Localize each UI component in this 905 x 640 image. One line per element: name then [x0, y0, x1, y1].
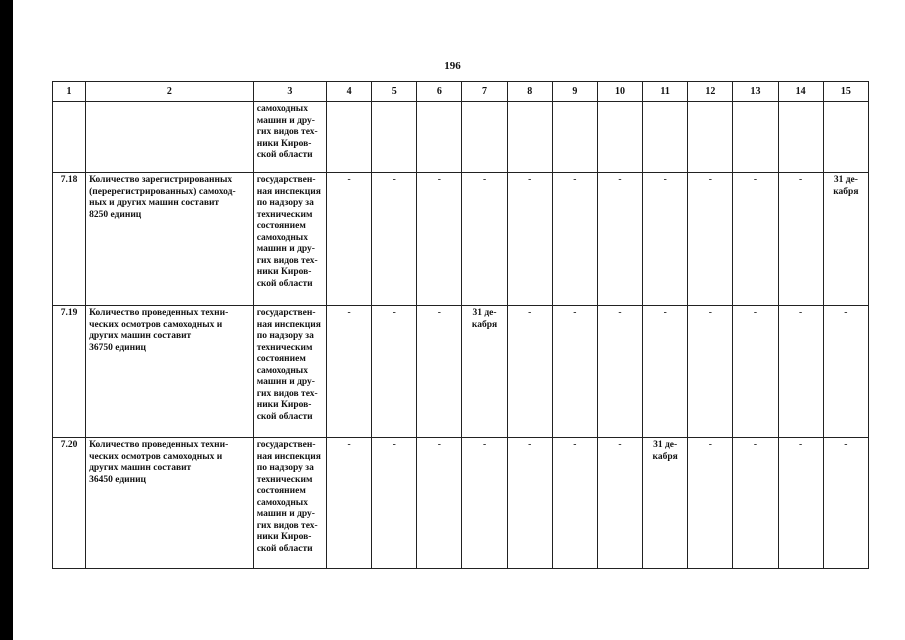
dash-mark: -	[618, 308, 622, 318]
month-cell	[462, 438, 507, 569]
description-cell	[86, 173, 254, 306]
dash-mark: -	[347, 308, 351, 318]
month-cell	[507, 173, 552, 306]
executor-line: машин и дру-	[256, 377, 315, 387]
dash-mark: -	[573, 175, 577, 185]
month-cell	[462, 173, 507, 306]
executor-line: техническим	[256, 209, 313, 220]
dash-mark: -	[844, 308, 848, 318]
executor-line: государствен-	[256, 308, 316, 318]
schedule-table	[52, 81, 869, 569]
month-cell	[462, 102, 507, 173]
month-cell	[733, 102, 778, 173]
deadline-text: 31 де-	[833, 175, 858, 185]
description-cell	[86, 102, 254, 173]
dash-mark: -	[708, 440, 712, 450]
executor-line: техническим	[256, 342, 313, 353]
month-cell	[417, 173, 462, 306]
deadline-text: кабря	[471, 319, 498, 330]
col-header: 2	[86, 82, 254, 102]
row-number-cell: 7.20	[53, 438, 86, 569]
dash-mark: -	[392, 308, 396, 318]
deadline-cell	[823, 173, 868, 306]
month-cell	[417, 102, 462, 173]
executor-line: ная инспекция	[256, 186, 321, 197]
dash-mark: -	[347, 175, 351, 185]
description-line: ческих осмотров самоходных и	[89, 319, 223, 330]
col-header: 15	[823, 82, 868, 102]
executor-line: самоходных	[256, 497, 308, 508]
month-cell	[643, 102, 688, 173]
dash-mark: -	[663, 175, 667, 185]
executor-cell	[253, 102, 326, 173]
executor-line: гих видов тех-	[256, 520, 318, 531]
month-cell	[326, 438, 371, 569]
executor-line: самоходных	[256, 232, 308, 243]
description-line: (перерегистрированных) самоход-	[89, 186, 236, 197]
month-cell	[778, 102, 823, 173]
month-cell	[507, 102, 552, 173]
executor-line: ная инспекция	[256, 319, 321, 330]
dash-mark: -	[618, 440, 622, 450]
executor-line: ники Киров-	[256, 138, 312, 149]
dash-mark: -	[437, 308, 441, 318]
table-row-continuation	[53, 102, 869, 173]
dash-mark: -	[437, 440, 441, 450]
row-number-cell: 7.19	[53, 306, 86, 438]
executor-cell	[253, 173, 326, 306]
dash-mark: -	[392, 175, 396, 185]
month-cell	[326, 102, 371, 173]
month-cell	[552, 102, 597, 173]
month-cell	[417, 438, 462, 569]
dash-mark: -	[528, 440, 532, 450]
month-cell	[778, 173, 823, 306]
executor-line: гих видов тех-	[256, 388, 318, 399]
month-cell	[643, 306, 688, 438]
description-line: других машин составит	[89, 463, 192, 473]
row-number-cell: 7.18	[53, 173, 86, 306]
month-cell	[372, 173, 417, 306]
dash-mark: -	[437, 175, 441, 185]
month-cell	[688, 102, 733, 173]
table-row	[53, 173, 869, 306]
month-cell	[823, 438, 868, 569]
executor-line: ники Киров-	[256, 400, 312, 410]
col-header: 3	[253, 82, 326, 102]
month-cell	[597, 173, 642, 306]
month-cell	[372, 102, 417, 173]
month-cell	[823, 306, 868, 438]
executor-line: состоянием	[256, 486, 306, 496]
dash-mark: -	[708, 308, 712, 318]
month-cell	[417, 306, 462, 438]
col-header: 9	[552, 82, 597, 102]
table-row	[53, 438, 869, 569]
description-cell	[86, 306, 254, 438]
header-row	[53, 82, 869, 102]
month-cell	[733, 438, 778, 569]
executor-line: гих видов тех-	[256, 127, 318, 137]
executor-line: государствен-	[256, 440, 316, 450]
executor-line: самоходных	[256, 365, 308, 376]
executor-line: техническим	[256, 474, 313, 485]
executor-line: машин и дру-	[256, 115, 315, 126]
col-header: 11	[643, 82, 688, 102]
dash-mark: -	[528, 175, 532, 185]
dash-mark: -	[573, 440, 577, 450]
dash-mark: -	[663, 308, 667, 318]
month-cell	[507, 438, 552, 569]
col-header: 8	[507, 82, 552, 102]
dash-mark: -	[708, 175, 712, 185]
table-row	[53, 306, 869, 438]
dash-mark: -	[573, 308, 577, 318]
description-line: других машин составит	[89, 331, 192, 341]
executor-line: ской области	[256, 411, 313, 422]
executor-line: машин и дру-	[256, 509, 315, 519]
executor-line: по надзору за	[256, 463, 314, 473]
col-header: 10	[597, 82, 642, 102]
col-header: 5	[372, 82, 417, 102]
executor-line: по надзору за	[256, 331, 314, 341]
col-header: 6	[417, 82, 462, 102]
dash-mark: -	[799, 175, 803, 185]
dash-mark: -	[482, 175, 487, 185]
deadline-text: кабря	[652, 451, 678, 462]
month-cell	[597, 438, 642, 569]
month-cell	[372, 438, 417, 569]
executor-line: ники Киров-	[256, 267, 312, 277]
col-header: 14	[778, 82, 823, 102]
deadline-cell	[643, 438, 688, 569]
description-line: ных и других машин составит	[89, 198, 220, 208]
executor-cell	[253, 306, 326, 438]
month-cell	[326, 173, 371, 306]
month-cell	[778, 306, 823, 438]
executor-line: гих видов тех-	[256, 255, 318, 266]
executor-line: состоянием	[256, 221, 306, 231]
dash-mark: -	[753, 308, 758, 318]
col-header: 1	[53, 82, 86, 102]
description-line: 8250 единиц	[89, 209, 142, 220]
month-cell	[552, 438, 597, 569]
description-line: 36750 единиц	[89, 342, 147, 353]
description-line: Количество зарегистрированных	[89, 175, 233, 185]
month-cell	[733, 173, 778, 306]
month-cell	[688, 306, 733, 438]
description-line: Количество проведенных техни-	[89, 308, 229, 318]
month-cell	[326, 306, 371, 438]
executor-cell	[253, 438, 326, 569]
executor-line: государствен-	[256, 175, 316, 185]
month-cell	[552, 306, 597, 438]
deadline-text: 31 де-	[653, 440, 678, 450]
col-header: 13	[733, 82, 778, 102]
dash-mark: -	[799, 440, 803, 450]
description-cell	[86, 438, 254, 569]
dash-mark: -	[392, 440, 396, 450]
executor-line: машин и дру-	[256, 244, 315, 254]
month-cell	[507, 306, 552, 438]
dash-mark: -	[753, 440, 758, 450]
executor-line: ской области	[256, 278, 313, 289]
executor-line: состоянием	[256, 354, 306, 364]
executor-line: ники Киров-	[256, 532, 312, 542]
month-cell	[643, 173, 688, 306]
deadline-text: 31 де-	[472, 308, 497, 318]
deadline-cell	[462, 306, 507, 438]
month-cell	[597, 306, 642, 438]
col-header: 7	[462, 82, 507, 102]
executor-line: самоходных	[256, 104, 308, 114]
month-cell	[688, 173, 733, 306]
executor-line: ской области	[256, 150, 313, 160]
month-cell	[372, 306, 417, 438]
dash-mark: -	[482, 440, 487, 450]
dash-mark: -	[799, 308, 803, 318]
dash-mark: -	[844, 440, 848, 450]
col-header: 4	[326, 82, 371, 102]
dash-mark: -	[347, 440, 351, 450]
deadline-text: кабря	[833, 186, 859, 197]
dash-mark: -	[618, 175, 622, 185]
executor-line: ная инспекция	[256, 451, 321, 462]
month-cell	[733, 306, 778, 438]
month-cell	[778, 438, 823, 569]
row-number-cell	[53, 102, 86, 173]
description-line: 36450 единиц	[89, 474, 147, 485]
dash-mark: -	[753, 175, 758, 185]
executor-line: ской области	[256, 543, 313, 554]
col-header: 12	[688, 82, 733, 102]
dash-mark: -	[528, 308, 532, 318]
description-line: Количество проведенных техни-	[89, 440, 229, 450]
page-number: 196	[444, 60, 461, 72]
month-cell	[597, 102, 642, 173]
month-cell	[552, 173, 597, 306]
scan-edge-bar	[0, 0, 13, 640]
description-line: ческих осмотров самоходных и	[89, 451, 223, 462]
month-cell	[688, 438, 733, 569]
month-cell	[823, 102, 868, 173]
executor-line: по надзору за	[256, 198, 314, 208]
